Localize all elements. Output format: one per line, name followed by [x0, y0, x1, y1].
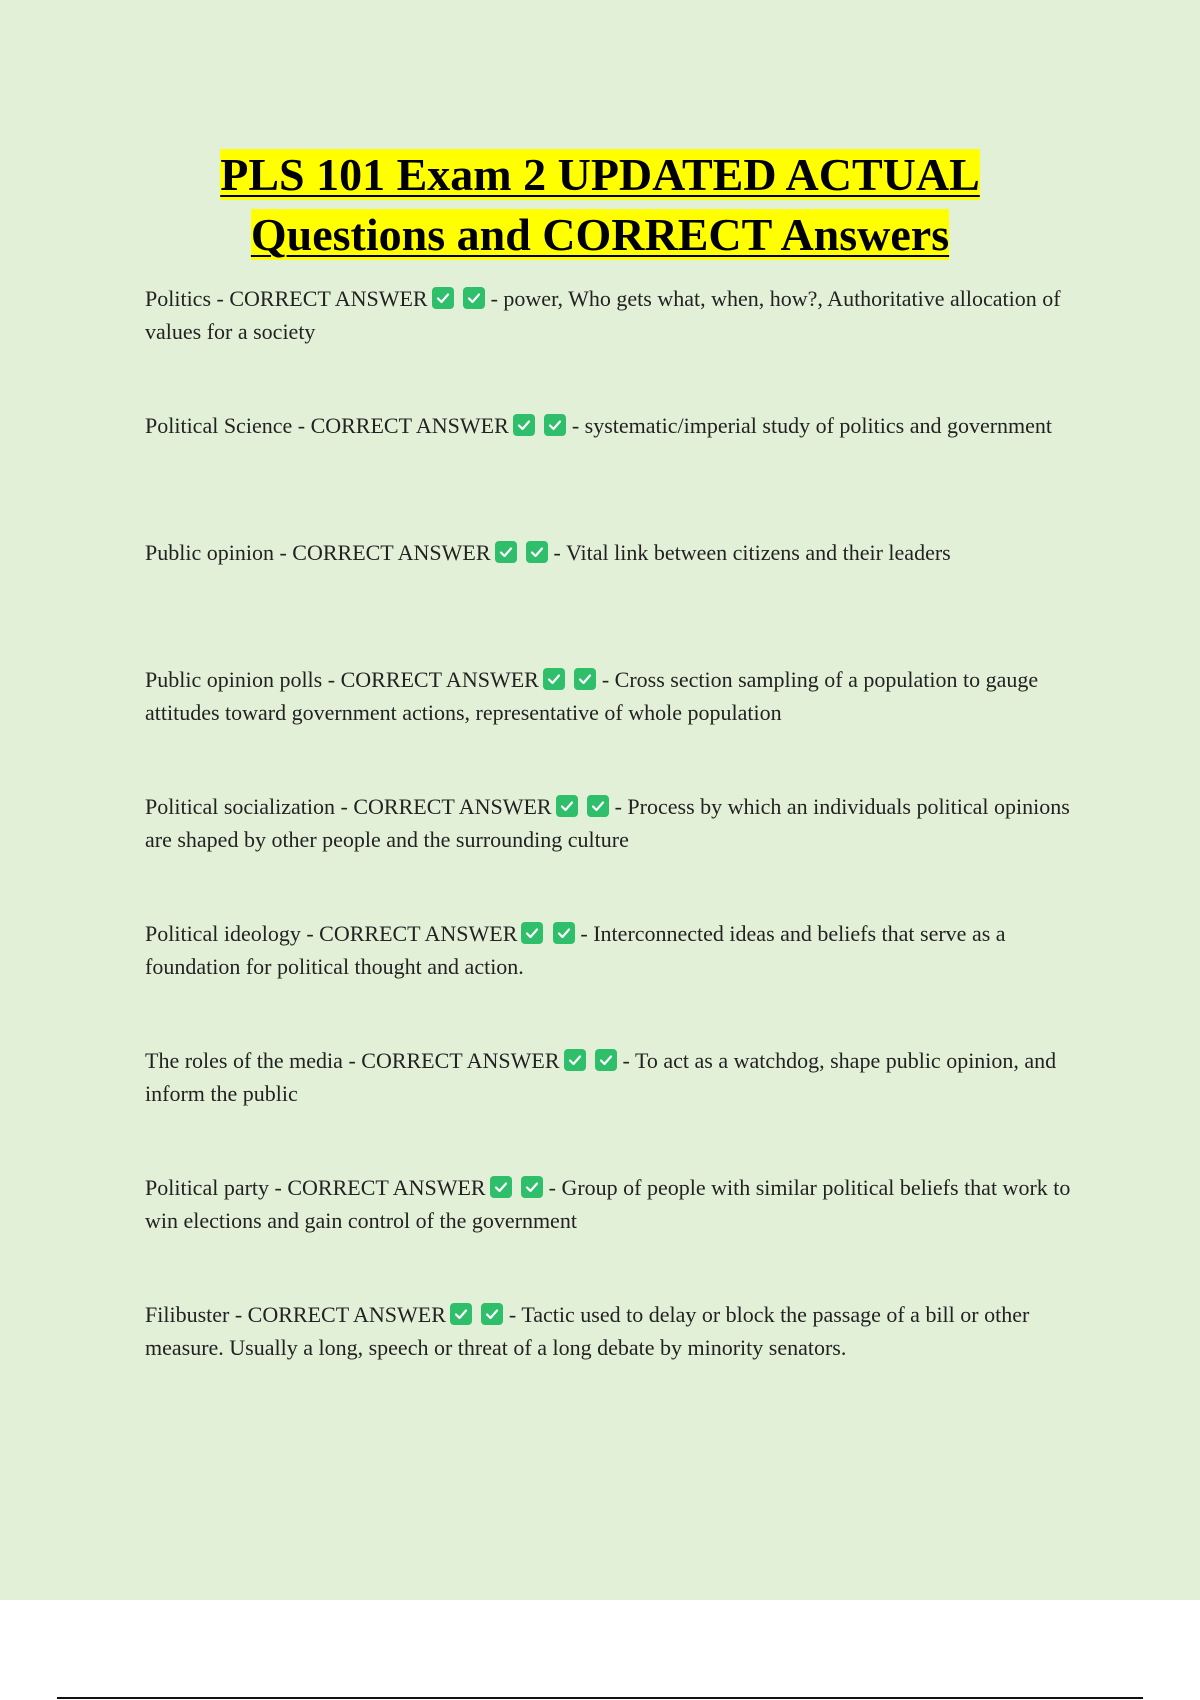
- answer-marker: CORRECT ANSWER: [247, 1302, 446, 1327]
- entry-term: Political socialization: [145, 794, 336, 819]
- entry-definition: Cross section sampling of a population to gauge attitudes toward government actions, representative of whole population: [145, 667, 1039, 725]
- qa-entry: Political ideology - CORRECT ANSWER - Interconnected ideas and beliefs that serve as a foundation for political thought and action.: [145, 921, 1006, 979]
- entry-term: Public opinion: [145, 540, 274, 565]
- answer-marker: CORRECT ANSWER: [361, 1048, 560, 1073]
- qa-entry: Public opinion polls - CORRECT ANSWER - Cross section sampling of a population to gauge attitudes toward government actions, representative of whole population: [145, 667, 1039, 725]
- entry-term: The roles of the media: [145, 1048, 343, 1073]
- check-icon: [495, 541, 517, 563]
- entry-term: Political party: [145, 1175, 270, 1200]
- check-icon: [526, 541, 548, 563]
- entry-definition: Tactic used to delay or block the passage of a bill or other measure. Usually a long, speech or threat of a long debate by minority senators.: [145, 1302, 1030, 1360]
- footer-divider: [57, 1697, 1143, 1699]
- entry-term: Political Science: [145, 413, 293, 438]
- check-icon: [556, 795, 578, 817]
- answer-marker: CORRECT ANSWER: [319, 921, 518, 946]
- qa-entry: Political party - CORRECT ANSWER - Group of people with similar political beliefs that work to win elections and gain control of the government: [145, 1175, 1071, 1233]
- check-icon: [463, 287, 485, 309]
- qa-entry: Political socialization - CORRECT ANSWER - Process by which an individuals political opinions are shaped by other people and the surrounding culture: [145, 794, 1070, 852]
- check-icon: [543, 668, 565, 690]
- check-icon: [574, 668, 596, 690]
- check-icon: [450, 1303, 472, 1325]
- page-title: [0, 145, 1200, 265]
- entry-definition: Vital link between citizens and their leaders: [565, 540, 951, 565]
- qa-entry: Filibuster - CORRECT ANSWER - Tactic used to delay or block the passage of a bill or other measure. Usually a long, speech or threat of a long debate by minority senators.: [145, 1302, 1030, 1360]
- answer-marker: CORRECT ANSWER: [353, 794, 552, 819]
- check-icon: [490, 1176, 512, 1198]
- answer-marker: CORRECT ANSWER: [340, 667, 539, 692]
- entry-term: Political ideology: [145, 921, 301, 946]
- entry-definition: Group of people with similar political beliefs that work to win elections and gain control of the government: [145, 1175, 1071, 1233]
- check-icon: [481, 1303, 503, 1325]
- entry-definition: Process by which an individuals political opinions are shaped by other people and the surrounding culture: [145, 794, 1070, 852]
- entry-definition: systematic/imperial study of politics and government: [584, 413, 1053, 438]
- check-icon: [587, 795, 609, 817]
- title-line-2: Questions and CORRECT Answers: [250, 209, 950, 260]
- check-icon: [595, 1049, 617, 1071]
- qa-entry: The roles of the media - CORRECT ANSWER - To act as a watchdog, shape public opinion, and inform the public: [145, 1048, 1057, 1106]
- entry-definition: To act as a watchdog, shape public opinion, and inform the public: [145, 1048, 1057, 1106]
- check-icon: [432, 287, 454, 309]
- check-icon: [553, 922, 575, 944]
- qa-entry: Public opinion - CORRECT ANSWER - Vital link between citizens and their leaders: [145, 540, 951, 565]
- entry-definition: power, Who gets what, when, how?, Authoritative allocation of values for a society: [145, 286, 1061, 344]
- title-line-1: PLS 101 Exam 2 UPDATED ACTUAL: [220, 149, 980, 200]
- answer-marker: CORRECT ANSWER: [287, 1175, 486, 1200]
- check-icon: [521, 1176, 543, 1198]
- entry-term: Politics: [145, 286, 212, 311]
- answer-marker: CORRECT ANSWER: [310, 413, 509, 438]
- qa-entry: Politics - CORRECT ANSWER - power, Who gets what, when, how?, Authoritative allocation of values for a society: [145, 286, 1061, 344]
- check-icon: [564, 1049, 586, 1071]
- entry-term: Public opinion polls: [145, 667, 323, 692]
- qa-entry: Political Science - CORRECT ANSWER - systematic/imperial study of politics and government: [145, 413, 1053, 438]
- answer-marker: CORRECT ANSWER: [229, 286, 428, 311]
- entry-term: Filibuster: [145, 1302, 230, 1327]
- check-icon: [521, 922, 543, 944]
- answer-marker: CORRECT ANSWER: [292, 540, 491, 565]
- check-icon: [544, 414, 566, 436]
- entry-list: [145, 282, 1090, 1425]
- entry-definition: Interconnected ideas and beliefs that serve as a foundation for political thought and action.: [145, 921, 1006, 979]
- check-icon: [513, 414, 535, 436]
